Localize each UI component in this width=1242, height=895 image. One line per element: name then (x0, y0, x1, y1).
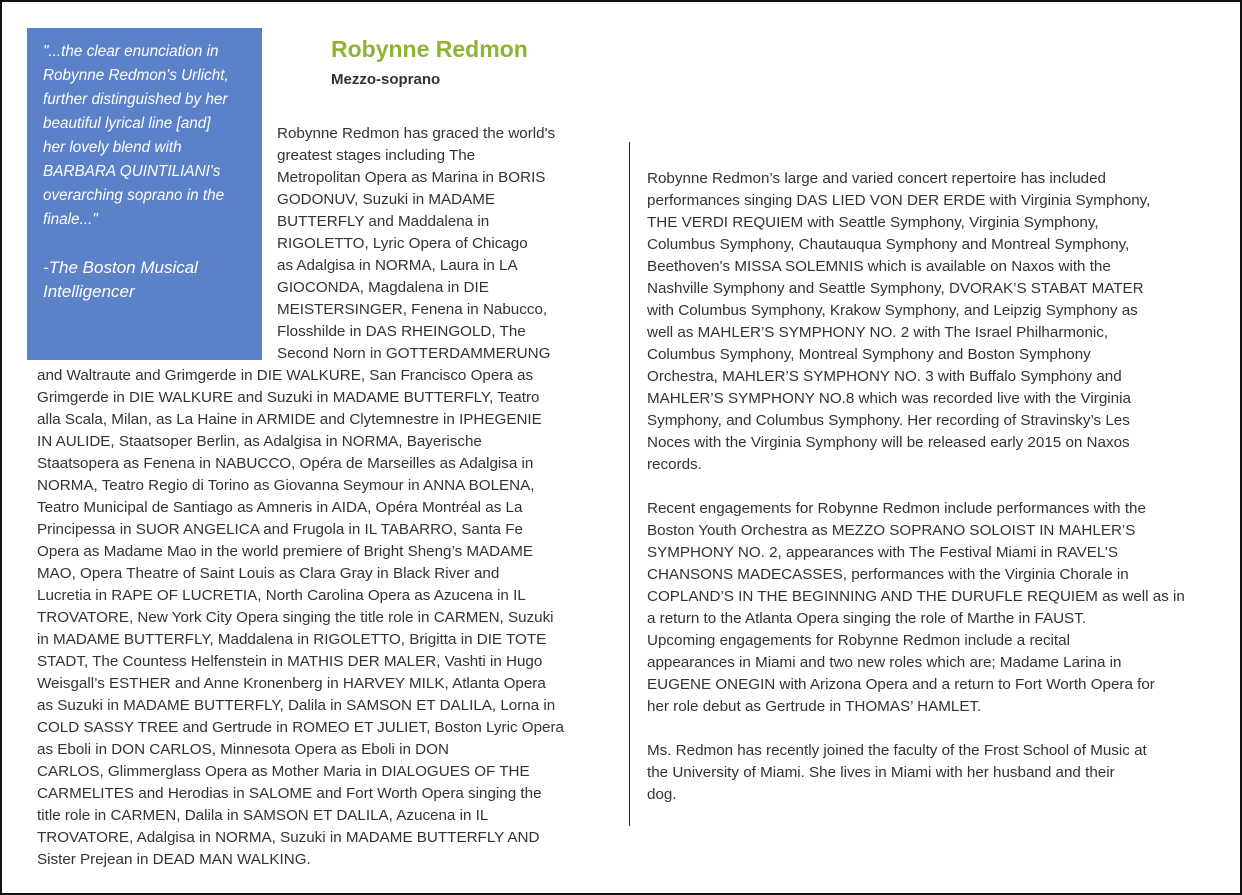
text-line: title role in CARMEN, Dalila in SAMSON ET DALILA, Azucena in IL (37, 807, 489, 824)
text-line: as Eboli in DON CARLOS, Minnesota Opera as Eboli in DON (37, 741, 449, 758)
text-line: CHANSONS MADECASSES, performances with the Virginia Chorale in (647, 566, 1129, 583)
text-line: Flosshilde in DAS RHEINGOLD, The (277, 323, 526, 340)
text-line: Staatsopera as Fenena in NABUCCO, Opéra de Marseilles as Adalgisa in (37, 455, 534, 472)
text-line: CARLOS, Glimmerglass Opera as Mother Maria in DIALOGUES OF THE (37, 763, 530, 780)
pull-quote-box (27, 28, 262, 360)
text-line: with Columbus Symphony, Krakow Symphony, and Leipzig Symphony as (647, 302, 1138, 319)
text-line: greatest stages including The (277, 147, 476, 164)
text-line: Opera as Madame Mao in the world premiere of Bright Sheng’s MADAME (37, 543, 534, 560)
text-line: and Waltraute and Grimgerde in DIE WALKURE, San Francisco Opera as (37, 367, 534, 384)
text-line: the University of Miami. She lives in Miami with her husband and their (647, 764, 1115, 781)
text-line: records. (647, 456, 702, 473)
text-line: Noces with the Virginia Symphony will be released early 2015 on Naxos (647, 434, 1130, 451)
text-line: Orchestra, MAHLER’S SYMPHONY NO. 3 with Buffalo Symphony and (647, 368, 1122, 385)
text-line: TROVATORE, New York City Opera singing the title role in CARMEN, Suzuki (37, 609, 554, 626)
bio-column-text (277, 123, 555, 365)
text-line: a return to the Atlanta Opera singing the role of Marthe in FAUST. (647, 610, 1086, 627)
text-line: as Adalgisa in NORMA, Laura in LA (277, 257, 518, 274)
text-line: CARMELITES and Herodias in SALOME and Fort Worth Opera singing the (37, 785, 542, 802)
artist-name: Robynne Redmon (331, 36, 528, 62)
text-line: GIOCONDA, Magdalena in DIE (277, 279, 489, 296)
text-line: Grimgerde in DIE WALKURE and Suzuki in MADAME BUTTERFLY, Teatro (37, 389, 540, 406)
engagements-paragraph (647, 498, 1185, 718)
text-line: in MADAME BUTTERFLY, Maddalena in RIGOLETTO, Brigitta in DIE TOTE (37, 631, 547, 648)
text-line: Upcoming engagements for Robynne Redmon include a recital (647, 632, 1070, 649)
text-line: Columbus Symphony, Montreal Symphony and Boston Symphony (647, 346, 1091, 363)
text-line: BUTTERFLY and Maddalena in (277, 213, 490, 230)
text-line: Beethoven's MISSA SOLEMNIS which is available on Naxos with the (647, 258, 1111, 275)
concert-repertoire-paragraph (647, 168, 1185, 476)
text-line: STADT, The Countess Helfenstein in MATHIS DER MALER, Vashti in Hugo (37, 653, 543, 670)
text-line: Sister Prejean in DEAD MAN WALKING. (37, 851, 311, 868)
text-line: appearances in Miami and two new roles which are; Madame Larina in (647, 654, 1122, 671)
text-line: alla Scala, Milan, as La Haine in ARMIDE and Clytemnestre in IPHEGENIE (37, 411, 542, 428)
faculty-paragraph (647, 740, 1185, 806)
bio-full-text (37, 365, 564, 871)
text-line: EUGENE ONEGIN with Arizona Opera and a return to Fort Worth Opera for (647, 676, 1155, 693)
text-line: SYMPHONY NO. 2, appearances with The Festival Miami in RAVEL’S (647, 544, 1118, 561)
right-column (647, 168, 1185, 828)
text-line: GODONUV, Suzuki in MADAME (277, 191, 496, 208)
artist-voice-type: Mezzo-soprano (331, 71, 441, 88)
column-divider (629, 142, 630, 826)
text-line: performances singing DAS LIED VON DER ERDE with Virginia Symphony, (647, 192, 1151, 209)
text-line: as Suzuki in MADAME BUTTERFLY, Dalila in SAMSON ET DALILA, Lorna in (37, 697, 556, 714)
text-line: Symphony, and Columbus Symphony. Her recording of Stravinsky’s Les (647, 412, 1130, 429)
text-line: Recent engagements for Robynne Redmon include performances with the (647, 500, 1146, 517)
text-line: Principessa in SUOR ANGELICA and Frugola in IL TABARRO, Santa Fe (37, 521, 523, 538)
text-line: RIGOLETTO, Lyric Opera of Chicago (277, 235, 528, 252)
text-line: NORMA, Teatro Regio di Torino as Giovanna Seymour in ANNA BOLENA, (37, 477, 535, 494)
text-line: THE VERDI REQUIEM with Seattle Symphony, Virginia Symphony, (647, 214, 1099, 231)
text-line: Metropolitan Opera as Marina in BORIS (277, 169, 546, 186)
text-line: Weisgall’s ESTHER and Anne Kronenberg in HARVEY MILK, Atlanta Opera (37, 675, 546, 692)
pull-quote-text: "...the clear enunciation in Robynne Redmon's Urlicht, further distinguished by her beautiful lyrical line [and] her lovely blend with BARBARA QUINTILIANI's overarching soprano in the finale..." (43, 43, 229, 228)
text-line: Teatro Municipal de Santiago as Amneris in AIDA, Opéra Montréal as La (37, 499, 523, 516)
text-line: Nashville Symphony and Seattle Symphony, DVORAK’S STABAT MATER (647, 280, 1144, 297)
text-line: TROVATORE, Adalgisa in NORMA, Suzuki in MADAME BUTTERFLY AND (37, 829, 540, 846)
text-line: Columbus Symphony, Chautauqua Symphony and Montreal Symphony, (647, 236, 1130, 253)
text-line: MAHLER’S SYMPHONY NO.8 which was recorded live with the Virginia (647, 390, 1131, 407)
text-line: Lucretia in RAPE OF LUCRETIA, North Carolina Opera as Azucena in IL (37, 587, 526, 604)
text-line: well as MAHLER’S SYMPHONY NO. 2 with The Israel Philharmonic, (647, 324, 1109, 341)
text-line: Second Norn in GOTTERDAMMERUNG (277, 345, 551, 362)
pull-quote-source: -The Boston Musical Intelligencer (43, 258, 198, 301)
text-line: MAO, Opera Theatre of Saint Louis as Clara Gray in Black River and (37, 565, 500, 582)
text-line: her role debut as Gertrude in THOMAS’ HAMLET. (647, 698, 982, 715)
text-line: Boston Youth Orchestra as MEZZO SOPRANO SOLOIST IN MAHLER’S (647, 522, 1136, 539)
text-line: Ms. Redmon has recently joined the faculty of the Frost School of Music at (647, 742, 1147, 759)
text-line: IN AULIDE, Staatsoper Berlin, as Adalgisa in NORMA, Bayerische (37, 433, 482, 450)
text-line: MEISTERSINGER, Fenena in Nabucco, (277, 301, 548, 318)
text-line: Robynne Redmon’s large and varied concert repertoire has included (647, 170, 1106, 187)
text-line: dog. (647, 786, 677, 803)
text-line: Robynne Redmon has graced the world's (277, 125, 556, 142)
text-line: COPLAND’S IN THE BEGINNING AND THE DURUFLE REQUIEM as well as in (647, 588, 1185, 605)
text-line: COLD SASSY TREE and Gertrude in ROMEO ET JULIET, Boston Lyric Opera (37, 719, 564, 736)
